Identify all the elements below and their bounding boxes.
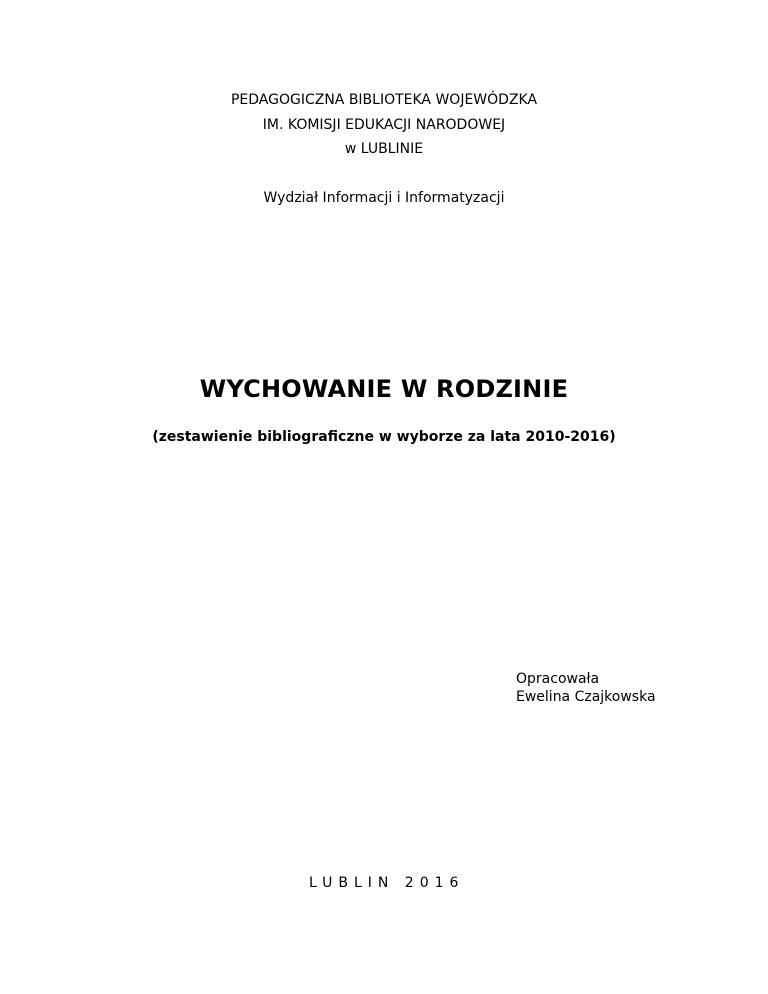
institution-city-line: w LUBLINIE [344, 141, 424, 157]
author-block [516, 670, 656, 706]
document-title: WYCHOWANIE W RODZINIE [199, 375, 569, 403]
department-name: Wydział Informacji i Informatyzacji [263, 190, 505, 206]
author-name: Ewelina Czajkowska [516, 689, 656, 705]
document-subtitle: (zestawienie bibliograficzne w wyborze za lata 2010-2016) [152, 429, 616, 445]
institution-name-line-2: IM. KOMISJI EDUKACJI NARODOWEJ [262, 117, 506, 133]
author-label: Opracowała [516, 671, 600, 687]
place-and-year: LUBLIN 2016 [309, 875, 465, 891]
institution-name-line-1: PEDAGOGICZNA BIBLIOTEKA WOJEWÓDZKA [230, 92, 538, 108]
